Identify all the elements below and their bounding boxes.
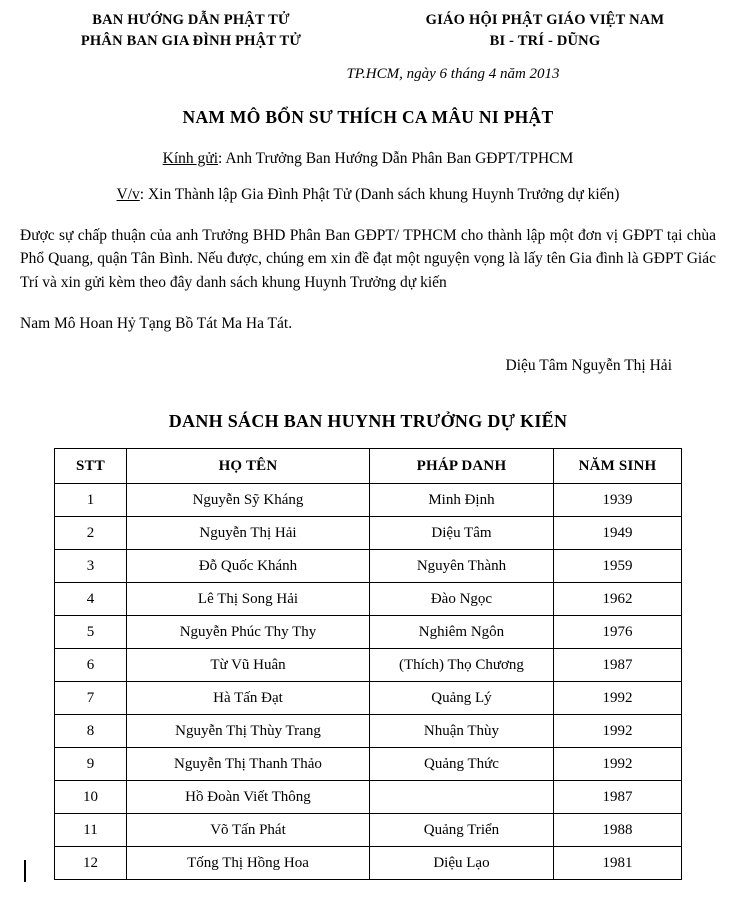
cell-name: Tống Thị Hồng Hoa <box>127 847 370 880</box>
body-paragraph-2: Nam Mô Hoan Hỷ Tạng Bồ Tát Ma Ha Tát. <box>20 314 293 332</box>
table-row <box>55 550 682 583</box>
cell-dharma-name: Diệu Lạo <box>369 847 553 880</box>
cell-stt: 2 <box>55 517 127 550</box>
cell-name: Nguyễn Thị Thùy Trang <box>127 715 370 748</box>
header-right-line-2: BI - TRÍ - DŨNG <box>489 33 601 50</box>
cell-birth-year: 1959 <box>554 550 682 583</box>
cell-name: Võ Tấn Phát <box>127 814 370 847</box>
signature-name: Diệu Tâm Nguyễn Thị Hải <box>505 357 672 375</box>
cell-stt: 8 <box>55 715 127 748</box>
cell-stt: 12 <box>55 847 127 880</box>
cell-birth-year: 1992 <box>554 682 682 715</box>
cell-birth-year: 1981 <box>554 847 682 880</box>
cell-stt: 1 <box>55 484 127 517</box>
header-left-block <box>26 10 356 52</box>
cell-birth-year: 1988 <box>554 814 682 847</box>
table-row <box>55 748 682 781</box>
cell-birth-year: 1992 <box>554 748 682 781</box>
cell-birth-year: 1976 <box>554 616 682 649</box>
cell-birth-year: 1992 <box>554 715 682 748</box>
table-row <box>55 847 682 880</box>
page-edge-mark <box>24 860 26 882</box>
subject-label: V/v <box>116 186 140 204</box>
date-line: TP.HCM, ngày 6 tháng 4 năm 2013 <box>346 66 560 83</box>
table-header-row <box>55 449 682 484</box>
cell-stt: 10 <box>55 781 127 814</box>
cell-stt: 3 <box>55 550 127 583</box>
cell-stt: 7 <box>55 682 127 715</box>
body-paragraph-1: Được sự chấp thuận của anh Trưởng BHD Phân Ban GĐPT/ TPHCM cho thành lập một đơn vị GĐPT tại chùa Phổ Quang, quận Tân Bình. Nếu được, chúng em xin đề đạt một nguyện vọng là lấy tên Gia đình là GĐPT Giác Trí và xin gửi kèm theo đây danh sách khung Huynh Trưởng dự kiến <box>20 227 716 291</box>
cell-dharma-name: Minh Định <box>369 484 553 517</box>
table-row <box>55 616 682 649</box>
cell-stt: 5 <box>55 616 127 649</box>
cell-birth-year: 1949 <box>554 517 682 550</box>
header-right-block <box>380 10 710 52</box>
cell-stt: 4 <box>55 583 127 616</box>
cell-dharma-name: (Thích) Thọ Chương <box>369 649 553 682</box>
table-row <box>55 715 682 748</box>
cell-dharma-name: Quảng Lý <box>369 682 553 715</box>
document-header <box>16 10 720 52</box>
column-header-stt: STT <box>55 449 127 484</box>
cell-dharma-name: Diệu Tâm <box>369 517 553 550</box>
cell-name: Nguyễn Sỹ Kháng <box>127 484 370 517</box>
header-left-line-2: PHÂN BAN GIA ĐÌNH PHẬT TỬ <box>80 33 302 50</box>
cell-dharma-name: Nguyên Thành <box>369 550 553 583</box>
cell-name: Từ Vũ Huân <box>127 649 370 682</box>
table-row <box>55 781 682 814</box>
salutation-heading: NAM MÔ BỔN SƯ THÍCH CA MÂU NI PHẬT <box>182 107 554 128</box>
table-row <box>55 682 682 715</box>
cell-name: Lê Thị Song Hải <box>127 583 370 616</box>
cell-dharma-name: Quảng Thức <box>369 748 553 781</box>
table-row <box>55 649 682 682</box>
cell-stt: 11 <box>55 814 127 847</box>
cell-birth-year: 1987 <box>554 781 682 814</box>
table-row <box>55 484 682 517</box>
column-header-birth-year: NĂM SINH <box>554 449 682 484</box>
cell-dharma-name: Quảng Triển <box>369 814 553 847</box>
cell-name: Hồ Đoàn Viết Thông <box>127 781 370 814</box>
cell-name: Nguyễn Thị Hải <box>127 517 370 550</box>
header-right-line-1: GIÁO HỘI PHẬT GIÁO VIỆT NAM <box>425 12 665 28</box>
cell-stt: 6 <box>55 649 127 682</box>
cell-name: Hà Tấn Đạt <box>127 682 370 715</box>
cell-dharma-name <box>369 781 553 814</box>
addressee-text: : Anh Trưởng Ban Hướng Dẫn Phân Ban GĐPT/TPHCM <box>218 150 574 168</box>
table-row <box>55 583 682 616</box>
column-header-dharma-name: PHÁP DANH <box>369 449 553 484</box>
cell-name: Nguyễn Thị Thanh Thảo <box>127 748 370 781</box>
column-header-name: HỌ TÊN <box>127 449 370 484</box>
cell-stt: 9 <box>55 748 127 781</box>
roster-title: DANH SÁCH BAN HUYNH TRƯỞNG DỰ KIẾN <box>168 411 568 432</box>
cell-dharma-name: Đào Ngọc <box>369 583 553 616</box>
cell-birth-year: 1939 <box>554 484 682 517</box>
roster-table <box>54 448 682 880</box>
subject-line <box>16 186 720 204</box>
subject-text: : Xin Thành lập Gia Đình Phật Tử (Danh sách khung Huynh Trưởng dự kiến) <box>139 186 620 204</box>
cell-birth-year: 1987 <box>554 649 682 682</box>
cell-dharma-name: Nhuận Thùy <box>369 715 553 748</box>
table-row <box>55 814 682 847</box>
table-row <box>55 517 682 550</box>
cell-birth-year: 1962 <box>554 583 682 616</box>
cell-name: Nguyễn Phúc Thy Thy <box>127 616 370 649</box>
cell-dharma-name: Nghiêm Ngôn <box>369 616 553 649</box>
addressee-line <box>16 150 720 168</box>
header-left-line-1: BAN HƯỚNG DẪN PHẬT TỬ <box>92 12 290 28</box>
addressee-label: Kính gửi <box>162 150 219 168</box>
cell-name: Đỗ Quốc Khánh <box>127 550 370 583</box>
